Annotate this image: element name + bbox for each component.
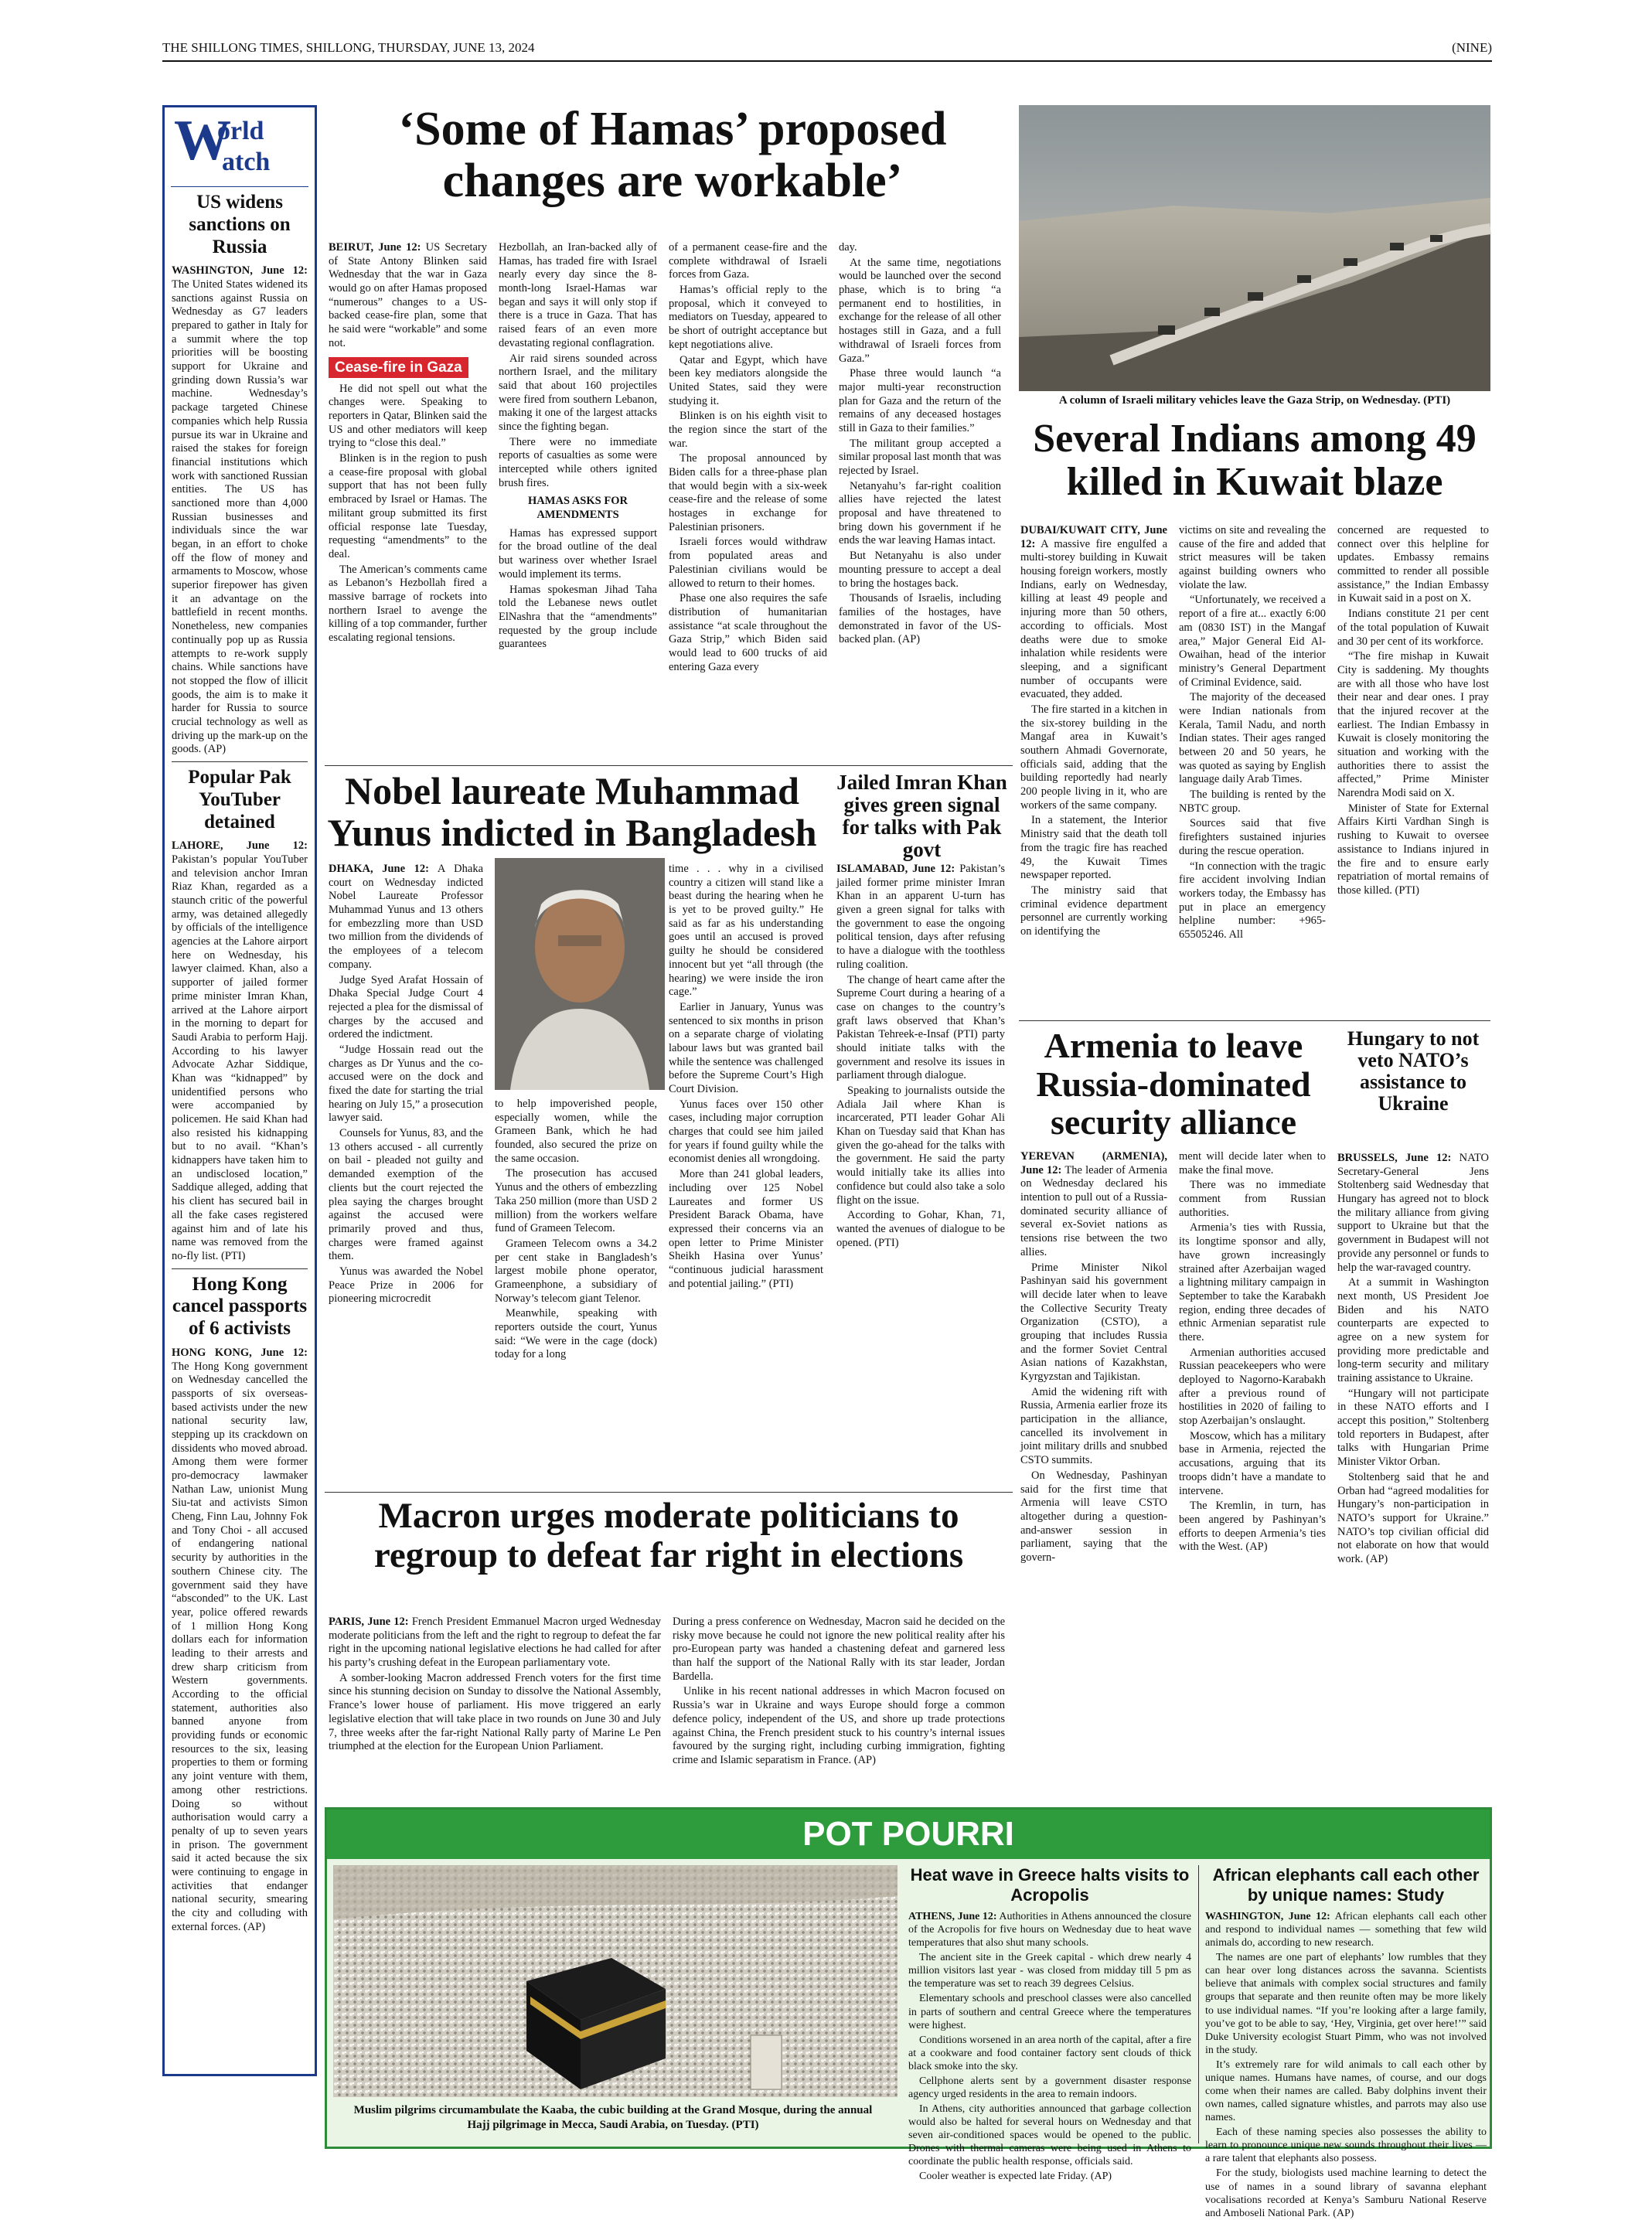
hajj-photo-image <box>333 1865 898 2097</box>
imran-headline: Jailed Imran Khan gives green signal for talks with Pak govt <box>836 771 1007 862</box>
sidebar-divider <box>172 1268 308 1269</box>
hamas-subhead: HAMAS ASKS FOR AMENDMENTS <box>528 495 628 522</box>
greece-headline: Heat wave in Greece halts visits to Acropolis <box>910 1865 1190 1905</box>
hajj-photo <box>333 1865 898 2097</box>
gaza-photo-image <box>1019 105 1490 391</box>
armenia-headline: Armenia to leave Russia-dominated security alliance <box>1036 1026 1311 1142</box>
armenia-col-2: ment will decide later when to make the final move. There was no immediate comment from Russian authorities. Armenia’s ties with Russia, its longtime sponsor and ally, have grown increasingly strained after Azerbaijan waged a lightning military campaign in September to take the Karabakh region, ending three decades of ethnic Armenian separatist rule there. Armenian authorities accused Russian peacekeepers who were deployed to Nagorno-Karabakh after a previous round of hostilities in 2020 of failing to stop Azerbaijan’s onslaught. Moscow, which has a military base in Armenia, rejected the accusations, arguing that its troops didn’t have a mandate to intervene. The Kremlin, in turn, has been angered by Pashinyan’s efforts to deepen Armenia’s ties with the West. (AP) <box>1179 1150 1326 1554</box>
elephants-body: WASHINGTON, June 12: African elephants call each other and respond to individual names — something that few wild animals do, according to new research. The names are one part of elephants’ low rumbles that they can hear over long distances across the savanna. Scientists believe that animals with complex social structures and family groups that separate and then reunite often may be more likely to use individual names. “If you’re looking after a large family, you’ve got to be able to say, ‘Hey, Virginia, get over here!’” said Duke University ecologist Stuart Pimm, who was not involved in the study. It’s extremely rare for wild animals to call each other by unique names. Humans have names, of course, and our dogs come when their names are called. Baby dolphins invent their own names, called signature whistles, and parrots may also use names. Each of these naming species also possesses the ability to learn to pronounce unique new sounds throughout their lives — a rare talent that elephants also possess. For the study, biologists used machine learning to detect the use of names in a sound library of savanna elephant vocalisations recorded at Kenya’s Samburu National Reserve and Amboseli National Park. (AP) <box>1205 1911 1487 2219</box>
pot-pourri-section <box>325 1807 1492 2219</box>
page-number: (NINE) <box>1452 40 1492 55</box>
kuwait-headline: Several Indians among 49 killed in Kuwait blaze <box>1033 417 1477 505</box>
yunus-bottom-rule <box>325 1492 1013 1493</box>
pot-pourri-title: POT POURRI <box>802 1815 1014 1853</box>
hamas-col-2: Hezbollah, an Iran-backed ally of Hamas, has traded fire with Israel nearly every day since the 8-month-long Israel-Hamas war began and says it will only stop if there is a truce in Gaza. That has raised fears of an even more devastating regional conflagration. Air raid sirens sounded across northern Israel, and the military said that about 160 projectiles were fired from southern Lebanon, making it one of the largest attacks since the fighting began. There were no immediate reports of casualties as some were intercepted while others ignited brush fires. HAMAS ASKS FOR AMENDMENTS Hamas has expressed support for the broad outline of the deal but wariness over whether Israel would implement its terms. Hamas spokesman Jihad Taha told the Lebanese news outlet ElNashra that the “amendments” requested by the group include guarantees <box>499 241 657 651</box>
sidebar-headline: Popular Pak YouTuber detained <box>188 767 291 832</box>
hajj-photo-caption: Muslim pilgrims circumambulate the Kaaba, the cubic building at the Grand Mosque, during the annual Hajj pilgrimage in Mecca, Saudi Arabia, on Tuesday. (PTI) <box>353 2104 873 2131</box>
gaza-photo <box>1019 105 1490 391</box>
gaza-photo-caption: A column of Israeli military vehicles leave the Gaza Strip, on Wednesday. (PTI) <box>1058 394 1451 407</box>
sidebar-story-hong-kong: Hong Kong cancel passports of 6 activists HONG KONG, June 12: The Hong Kong government on Wednesday cancelled the passports of six overseas-based activists under the new national security law, stepping up its crackdown on dissidents who moved abroad. Among them were former pro-democracy lawmaker Nathan Law, unionist Mung Siu-tat and activists Simon Cheng, Finn Lau, Johnny Fok and Tony Choi - all accused of endangering national security by authorities in the southern Chinese city. The government said they have “absconded” to the UK. Last year, police offered rewards of 1 million Hong Kong dollars each for information leading to their arrests and drew sharp criticism from Western governments. According to the official statement, authorities also banned anyone from providing funds or economic resources to the six, leasing properties to them or forming any joint venture with them, among other restrictions. Doing so without authorisation would carry a penalty of up to seven years in prison. The government said it acted because the six were continuing to engage in activities that endanger national security, smearing the city and colluding with external forces. (AP) <box>172 1273 308 1933</box>
yunus-col-3: time . . . why in a civilised country a citizen will stand like a beast during the hearing when he is yet to be proved guilty.” He said as far as his understanding goes until an accused is proved guilty he should be considered innocent but yet “all through (the hearing) we were inside the iron cage.” Earlier in January, Yunus was sentenced to six months in prison on a separate charge of violating labour laws but was granted bail while the sentence was challenged before the Supreme Court’s High Court Division. Yunus faces over 150 other cases, including major corruption charges that could see him jailed for years if found guilty while the economist denies all wrongdoing. More than 241 global leaders, including over 125 Nobel Laureates and former US President Barack Obama, have expressed their concerns via an open letter to Prime Minister Sheikh Hasina over Yunus’ “continuous judicial harassment and potential jailing.” (PTI) <box>669 863 823 1290</box>
hungary-headline: Hungary to not veto NATO’s assistance to Ukraine <box>1347 1027 1480 1115</box>
imran-col: ISLAMABAD, June 12: Pakistan’s jailed former prime minister Imran Khan in an apparent U-turn has given a green signal for talks with the government to ease the ongoing political tension, days after refusing to have a dialogue with the toothless ruling coalition. The change of heart came after the Supreme Court during a hearing of a case on changes to the country’s graft laws observed that Khan’s Pakistan Tehreek-e-Insaf (PTI) party should initiate talks with the government and resolve its issues in parliament through dialogue. Speaking to journalists outside the Adiala Jail where Khan is incarcerated, PTI leader Gohar Ali Khan on Tuesday said that Khan has given the go-ahead for the talks with the government. He said the party would initially take its allies into confidence but could also take a solo flight on the issue. According to Gohar, Khan, 71, wanted the avenues of dialogue to be opened. (PTI) <box>836 863 1006 1249</box>
cease-fire-tag: Cease-fire in Gaza <box>329 357 468 378</box>
hungary-col: BRUSSELS, June 12: NATO Secretary-General Jens Stoltenberg said Wednesday that Hungary has agreed not to block the military alliance from giving support to Ukraine but that the government in Budapest will not provide any personnel or funds to help the war-ravaged country. At a summit in Washington next month, US President Joe Biden and his NATO counterparts are expected to agree on a new system for providing more predictable and long-term security and military training assistance to Ukraine. “Hungary will not participate in these NATO efforts and I accept this position,” Stoltenberg told reporters in Budapest, after talks with Hungarian Prime Minister Viktor Orban. Stoltenberg said that he and Orban had “agreed modalities for Hungary’s non-participation in NATO’s support for Ukraine.” NATO’s top civilian official did not elaborate on how that would work. (AP) <box>1337 1152 1490 1565</box>
yunus-photo <box>495 858 665 1090</box>
kuwait-col-3: concerned are requested to connect over this helpline for updates. Embassy remains committed to render all possible assistance,” the Indian Embassy in Kuwait said in a post on X. Indians constitute 21 per cent of the total population of Kuwait and 30 per cent of its workforce. “The fire mishap in Kuwait City is saddening. My thoughts are with all those who have lost their near and dear ones. I pray that the injured recover at the earliest. The Indian Embassy in Kuwait is closely monitoring the situation and working with the authorities there to assist the affected,” Prime Minister Narendra Modi said on X. Minister of State for External Affairs Kirti Vardhan Singh is rushing to Kuwait to oversee assistance to Indians injured in the fire and to ensure early repatriation of mortal remains of those killed. (PTI) <box>1337 524 1489 897</box>
kuwait-bottom-rule <box>1019 1020 1490 1021</box>
sidebar-story-pak-youtuber: Popular Pak YouTuber detained LAHORE, June 12: Pakistan’s popular YouTuber and television anchor Imran Riaz Khan, regarded as a staunch critic of the powerful army, was detained allegedly by officials of the intelligence agencies at the Lahore airport here on Wednesday, his lawyer claimed. Khan, also a supporter of jailed former prime minister Imran Khan, arrived at the Lahore airport in the morning to depart for Saudi Arabia to perform Hajj. According to his lawyer Advocate Azhar Siddique, Khan was “kidnapped” by unidentified persons who were accompanied by policemen. He said Khan had also resisted his kidnapping but to no avail. “Khan’s kidnappers have taken him to an undisclosed location,” Saddique alleged, adding that his client has secured bail in all the fake cases registered against him and of late his name was removed from the no-fly list. (PTI) <box>172 767 308 1262</box>
macron-headline: Macron urges moderate politicians to regroup to defeat far right in elections <box>373 1496 964 1575</box>
sidebar-story-us-sanctions: US widens sanctions on Russia WASHINGTON, June 12: The United States widened its sanctions against Russia on Wednesday as G7 leaders prepared to gather in Italy for a summit where the top priorities will be boosting support for Ukraine and grinding down Russia’s war machine. Wednesday’s package targeted Chinese companies which help Russia pursue its war in Ukraine and raised the stakes for foreign financial institutions which work with sanctioned Russian entities. The US has sanctioned more than 4,000 Russian businesses and individuals since the war began, in an effort to choke off the flow of money and armaments to Moscow, whose superior firepower has given it an advantage on the battlefield in recent months. Nonetheless, new companies continually pop up as Russia attempts to re-work supply chains. While sanctions have not stopped the flow of illicit goods, the aim is to make it harder for Russia to source crucial technology as well as driving up the mark-up on the goods. (AP) <box>172 192 308 756</box>
hamas-col-4: day. At the same time, negotiations would be launched over the second phase, which is to bring “a permanent end to hostilities, in exchange for the release of all other hostages still in Gaza, and a full withdrawal of Israeli forces from Gaza.” Phase three would launch “a major multi-year reconstruction plan for Gaza and the return of the remains of any deceased hostages still in Gaza to their families.” The militant group accepted a similar proposal last month that was rejected by Israel. Netanyahu’s far-right coalition allies have rejected the latest proposal and have threatened to bring down his government if he ends the war leaving Hamas intact. But Netanyahu is also under mounting pressure to accept a deal to bring the hostages back. Thousands of Israelis, including families of the hostages, have demonstrated in favor of the US-backed plan. (AP) <box>839 241 1001 646</box>
sidebar-headline: US widens sanctions on Russia <box>189 192 291 257</box>
hamas-col-1: BEIRUT, June 12: US Secretary of State Antony Blinken said Wednesday that the war in Gaza would go on after Hamas proposed “numerous” changes to a US-backed cease-fire plan, some that he said were “workable” and some not. Cease-fire in Gaza He did not spell out what the changes were. Speaking to reporters in Qatar, Blinken said the US and other mediators will keep trying to “close this deal.” Blinken is in the region to push a cease-fire proposal with global support that has not been fully embraced by Israel or Hamas. The militant group submitted its first official response late Tuesday, requesting “amendments” to the deal. The American’s comments came as Lebanon’s Hezbollah fired a massive barrage of rockets into northern Israel to avenge the killing of a top commander, further escalating regional tensions. <box>329 241 488 645</box>
masthead <box>162 40 1492 59</box>
hamas-headline: ‘Some of Hamas’ proposed changes are workable’ <box>398 103 947 207</box>
world-watch-logo: W orld atch <box>171 112 308 187</box>
kuwait-col-1: DUBAI/KUWAIT CITY, June 12: A massive fire engulfed a multi-storey building in Kuwait housing foreign workers, mostly Indians, early on Wednesday, killing at least 49 people and injuring more than 50 others, according to officials. Most deaths were due to smoke inhalation while residents were sleeping, and a significant number of occupants were evacuated, they added. The fire started in a kitchen in the six-storey building in the Mangaf area in Kuwait’s southern Ahmadi Governorate, officials said, adding that the building reportedly had nearly 200 people living in it, who are workers of the same company. In a statement, the Interior Ministry said that the death toll from the tragic fire has reached 49, the Kuwait Times newspaper reported. The ministry said that criminal evidence department personnel are currently working on identifying the <box>1020 524 1168 938</box>
armenia-col-1: YEREVAN (ARMENIA), June 12: The leader of Armenia on Wednesday declared his intention to pull out of a Russia-dominated security alliance of several ex-Soviet nations as tensions rise between the two allies. Prime Minister Nikol Pashinyan said his government will decide later when to leave the Collective Security Treaty Organization (CSTO), a grouping that includes Russia and the former Soviet Central Asian nations of Kazakhstan, Kyrgyzstan and Tajikistan. Amid the widening rift with Russia, Armenia earlier froze its participation in the alliance, cancelled its involvement in joint military drills and snubbed CSTO summits. On Wednesday, Pashinyan said for the first time that Armenia will leave CSTO altogether during a question-and-answer session in parliament, saying that the govern- <box>1020 1150 1167 1564</box>
yunus-col-2: to help impoverished people, especially women, while the Grameen Bank, which he had founded, also secured the prize on the same occasion. The prosecution has accused Yunus and the others of embezzling Taka 250 million (more than USD 2 million) from the workers welfare fund of Grameen Telecom. Grameen Telecom owns a 34.2 per cent stake in Bangladesh’s largest mobile phone operator, Grameenphone, a subsidiary of Norway’s telecom giant Telenor. Meanwhile, speaking with reporters outside the court, Yunus said: “We were in the cage (dock) today for a long <box>495 1098 657 1361</box>
pot-pourri-banner <box>327 1810 1490 1859</box>
kuwait-col-2: victims on site and revealing the cause of the fire and added that strict measures will be taken against building owners who violate the law. “Unfortunately, we received a report of a fire at... exactly 6:00 am (0830 IST) in the Mangaf area,” Major General Eid Al-Owaihan, head of the interior ministry’s General Department of Criminal Evidence, said. The majority of the deceased were Indian nationals from Kerala, Tamil Nadu, and north Indian states. Their ages ranged between 20 and 50 years, he was quoted as saying by English language daily Arab Times. The building is rented by the NBTC group. Sources said that five firefighters sustained injuries during the rescue operation. “In connection with the tragic fire accident involving Indian workers today, the Embassy has put in place an emergency helpline number: +965-65505246. All <box>1179 524 1326 941</box>
pot-pourri-divider <box>1198 1865 1199 2143</box>
hamas-bottom-rule <box>325 765 1013 766</box>
macron-col-2: During a press conference on Wednesday, Macron said he decided on the risky move because he could not ignore the new political reality after his pro-European party was handed a chastening defeat and garnered less than half the support of the National Rally with its star leader, Jordan Bardella. Unlike in his recent national addresses in which Macron focused on Russia’s war in Ukraine and ways Europe should forge a common defence policy, independent of the US, and shore up trade protections against China, the French president stuck to his country’s internal issues favoured by the surging right, including curbing immigration, fighting crime and Islamic separatism in France. (AP) <box>673 1616 1005 1766</box>
elephants-headline: African elephants call each other by unique names: Study <box>1212 1865 1480 1905</box>
masthead-left: THE SHILLONG TIMES, SHILLONG, THURSDAY, JUNE 13, 2024 <box>162 40 535 55</box>
sidebar-headline: Hong Kong cancel passports of 6 activists <box>172 1273 308 1340</box>
world-watch-sidebar <box>162 105 317 2076</box>
hamas-col-3: of a permanent cease-fire and the complete withdrawal of Israeli forces from Gaza. Hamas’s official reply to the proposal, which it conveyed to mediators on Tuesday, appeared to be short of outright acceptance but kept negotiations alive. Qatar and Egypt, which have been key mediators alongside the United States, said they were studying it. Blinken is on his eighth visit to the region since the start of the war. The proposal announced by Biden calls for a three-phase plan that would begin with a six-week cease-fire and the release of some hostages in exchange for Palestinian prisoners. Israeli forces would withdraw from populated areas and Palestinian civilians would be allowed to return to their homes. Phase one also requires the safe distribution of humanitarian assistance “at scale throughout the Gaza Strip,” which Biden said would lead to 600 trucks of aid entering Gaza every <box>669 241 827 673</box>
yunus-headline: Nobel laureate Muhammad Yunus indicted in Bangladesh <box>327 769 817 854</box>
sidebar-divider <box>172 761 308 762</box>
yunus-col-1: DHAKA, June 12: A Dhaka court on Wednesday indicted Nobel Laureate Professor Muhammad Yunus and 13 others for embezzling more than USD two million from the dividends of the employees of a telecom company. Judge Syed Arafat Hossain of Dhaka Special Judge Court 4 rejected a plea for the dismissal of charges by the accused and ordered the indictment. “Judge Hossain read out the charges as Dr Yunus and the co-accused were on the dock and fixed the date for starting the trial hearing on July 15,” a prosecution lawyer said. Counsels for Yunus, 83, and the 13 others accused - all currently on bail - pleaded not guilty and demanded exemption of the clients but the court rejected the plea saying the charges brought against the accused were primarily proved and thus, charges were framed against them. Yunus was awarded the Nobel Peace Prize in 2006 for pioneering microcredit <box>329 863 484 1306</box>
yunus-photo-image <box>495 858 665 1090</box>
macron-col-1: PARIS, June 12: French President Emmanuel Macron urged Wednesday moderate politicians from the left and the right to regroup to defeat the far right in the upcoming national legislative elections he had called for after his party’s crushing defeat in the European parliamentary vote. A somber-looking Macron addressed French voters for the first time since his stunning decision on Sunday to dissolve the National Assembly, France’s lower house of parliament. His move triggered an early legislative election that will take place in two rounds on June 30 and July 7, three weeks after the far-right National Rally party of Marine Le Pen triumphed at the election for the European Union Parliament. <box>329 1616 661 1753</box>
greece-body: ATHENS, June 12: Authorities in Athens announced the closure of the Acropolis for five hours on Wednesday due to heat wave temperatures that also shut many schools. The ancient site in the Greek capital - which drew nearly 4 million visitors last year - was closed from midday till 5 pm as the temperature was set to reach 39 degrees Celsius. Elementary schools and preschool classes were also cancelled in parts of southern and central Greece where the temperatures were highest. Conditions worsened in an area north of the capital, after a fire at a cookware and food container factory sent clouds of thick black smoke into the sky. Cellphone alerts sent by a government disaster response agency urged residents in the area to remain indoors. In Athens, city authorities announced that garbage collection would also be halted for several hours on Wednesday and that seven air-conditioned spaces would be opened to the public. Drones with thermal cameras were being used in Athens to coordinate the public health response, officials said. Cooler weather is expected late Friday. (AP) <box>908 1911 1192 2183</box>
masthead-rule <box>162 60 1492 62</box>
